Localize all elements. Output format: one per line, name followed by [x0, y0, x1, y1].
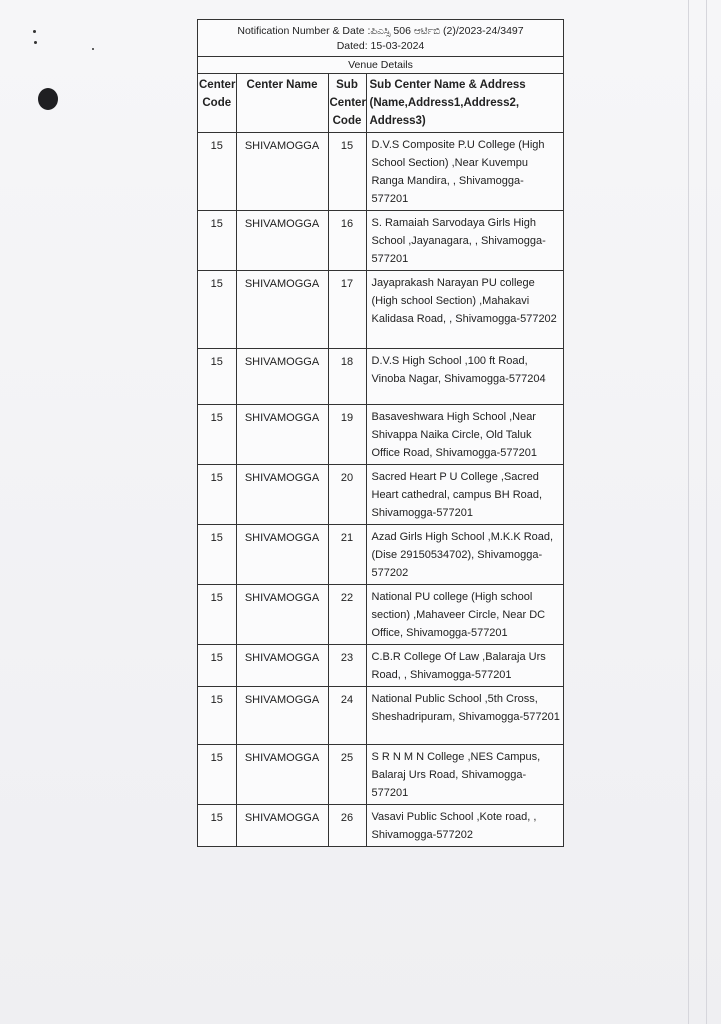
table-row: [198, 585, 563, 645]
center-name-cell: SHIVAMOGGA: [236, 405, 328, 465]
center-name-cell: SHIVAMOGGA: [236, 687, 328, 745]
column-header: Center Name: [236, 74, 328, 133]
sub-center-code-cell: 17: [328, 271, 366, 349]
center-code-cell: 15: [198, 745, 236, 805]
center-name-cell: SHIVAMOGGA: [236, 805, 328, 847]
address-cell: Vasavi Public School ,Kote road, , Shivamogga-577202: [371, 811, 537, 841]
table-row: [198, 645, 563, 687]
center-name-cell: SHIVAMOGGA: [236, 271, 328, 349]
address-cell: D.V.S High School ,100 ft Road, Vinoba Nagar, Shivamogga-577204: [366, 349, 563, 405]
section-title: Venue Details: [198, 57, 563, 74]
sub-center-code-cell: 16: [328, 211, 366, 271]
punch-hole: [38, 88, 58, 110]
center-code-cell: 15: [198, 585, 236, 645]
center-name-cell: SHIVAMOGGA: [236, 349, 328, 405]
sub-center-code-cell: 19: [328, 405, 366, 465]
center-code-cell: 15: [198, 211, 236, 271]
center-name-cell: SHIVAMOGGA: [236, 585, 328, 645]
sub-center-code-cell: 23: [328, 645, 366, 687]
address-cell: Azad Girls High School ,M.K.K Road, (Dise 29150534702), Shivamogga-577202: [366, 525, 563, 585]
center-code-cell: 15: [198, 271, 236, 349]
column-header: Sub Center Name & Address (Name,Address1,Address2, Address3): [366, 74, 563, 133]
sub-center-code-cell: 24: [328, 687, 366, 745]
center-name-cell: SHIVAMOGGA: [236, 465, 328, 525]
table-body: [198, 133, 563, 847]
document-header: [198, 20, 563, 57]
table-row: [198, 525, 563, 585]
column-header: Center Code: [198, 74, 236, 133]
center-name-cell: SHIVAMOGGA: [236, 645, 328, 687]
table-row: [198, 745, 563, 805]
sub-center-code-cell: 25: [328, 745, 366, 805]
scan-speck: [33, 30, 36, 33]
center-name-cell: SHIVAMOGGA: [236, 133, 328, 211]
center-code-cell: 15: [198, 805, 236, 847]
center-code-cell: 15: [198, 349, 236, 405]
table-row: [198, 805, 563, 847]
sub-center-code-cell: 18: [328, 349, 366, 405]
center-name-cell: SHIVAMOGGA: [236, 525, 328, 585]
address-cell: S. Ramaiah Sarvodaya Girls High School ,Jayanagara, , Shivamogga-577201: [366, 211, 563, 271]
center-code-cell: 15: [198, 133, 236, 211]
center-code-cell: 15: [198, 645, 236, 687]
address-cell: C.B.R College Of Law ,Balaraja Urs Road, , Shivamogga-577201: [366, 645, 563, 687]
venue-document: [197, 19, 564, 847]
scan-edge-line: [688, 0, 689, 1024]
scan-edge-line: [706, 0, 707, 1024]
sub-center-code-cell: 15: [328, 133, 366, 211]
table-header-row: [198, 74, 563, 133]
center-code-cell: 15: [198, 405, 236, 465]
table-row: [198, 465, 563, 525]
venue-table: [198, 74, 563, 846]
scan-speck: [92, 48, 94, 50]
address-cell: Basaveshwara High School ,Near Shivappa Naika Circle, Old Taluk Office Road, Shivamogga-577201: [366, 405, 563, 465]
table-row: [198, 271, 563, 349]
sub-center-code-cell: 20: [328, 465, 366, 525]
center-name-cell: SHIVAMOGGA: [236, 211, 328, 271]
sub-center-code-cell: 22: [328, 585, 366, 645]
address-cell: Sacred Heart P U College ,Sacred Heart cathedral, campus BH Road, Shivamogga-577201: [366, 465, 563, 525]
center-code-cell: 15: [198, 465, 236, 525]
table-row: [198, 133, 563, 211]
notification-line: Notification Number & Date :ಪಿಎಸ್ಸಿ 506 ಆರ್ಟಿಬಿ (2)/2023-24/3497: [237, 25, 524, 37]
table-row: [198, 687, 563, 745]
center-code-cell: 15: [198, 525, 236, 585]
scan-speck: [34, 41, 37, 44]
table-row: [198, 211, 563, 271]
table-row: [198, 405, 563, 465]
dated-line: Dated: 15-03-2024: [336, 40, 425, 52]
column-header: Sub Center Code: [328, 74, 366, 133]
address-cell: National PU college (High school section) ,Mahaveer Circle, Near DC Office, Shivamogga-577201: [366, 585, 563, 645]
sub-center-code-cell: 26: [328, 805, 366, 847]
address-cell: Jayaprakash Narayan PU college (High school Section) ,Mahakavi Kalidasa Road, , Shivamogga-577202: [366, 271, 563, 349]
address-cell: D.V.S Composite P.U College (High School Section) ,Near Kuvempu Ranga Mandira, , Shivamogga-577201: [366, 133, 563, 211]
table-row: [198, 349, 563, 405]
address-cell: S R N M N College ,NES Campus, Balaraj Urs Road, Shivamogga-577201: [366, 745, 563, 805]
center-name-cell: SHIVAMOGGA: [236, 745, 328, 805]
address-cell: National Public School ,5th Cross, Sheshadripuram, Shivamogga-577201: [366, 687, 563, 745]
center-code-cell: 15: [198, 687, 236, 745]
sub-center-code-cell: 21: [328, 525, 366, 585]
